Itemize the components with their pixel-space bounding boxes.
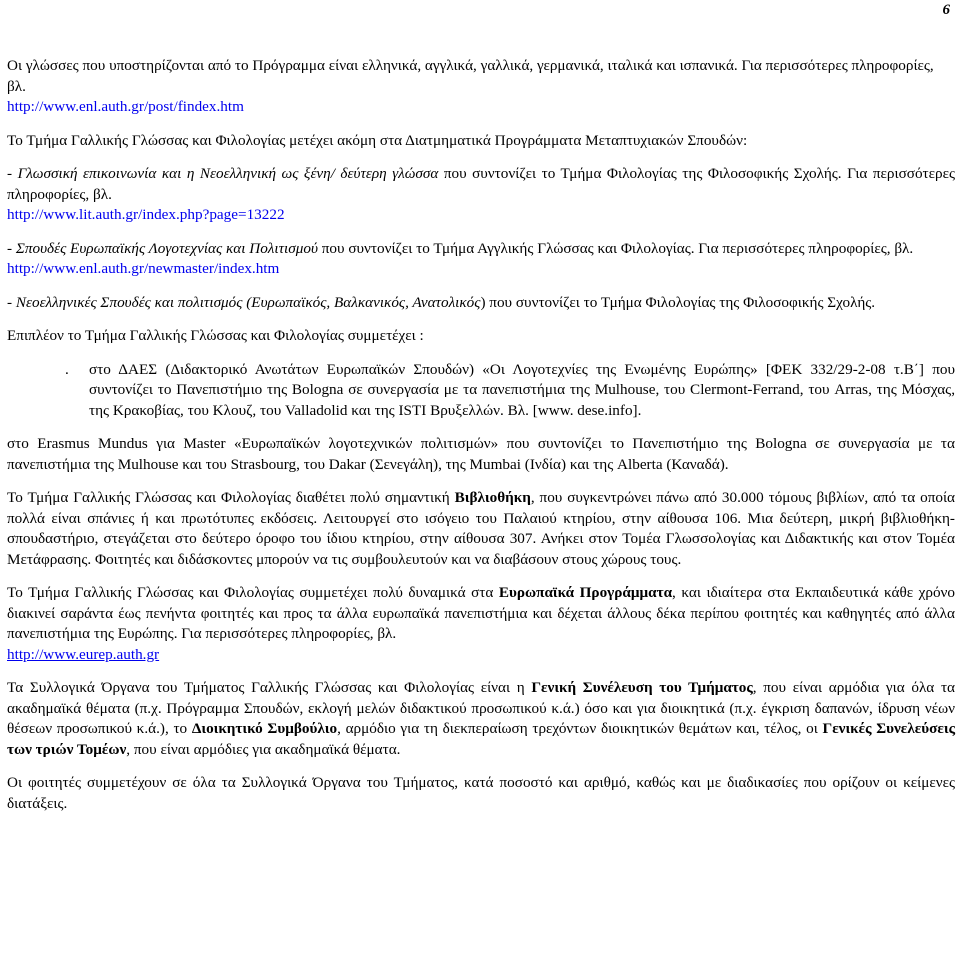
paragraph-program-linguistic <box>7 164 955 226</box>
link-enl-newmaster[interactable]: http://www.enl.auth.gr/newmaster/index.htm <box>7 260 280 277</box>
document-body <box>7 56 955 814</box>
dash: - <box>7 165 18 182</box>
paragraph-program-modern-greek <box>7 293 955 314</box>
board-term: Διοικητικό Συμβούλιο <box>191 720 338 737</box>
paragraph-text: που συντονίζει το Τμήμα Φιλολογίας της Φιλοσοφικής Σχολής. Για περισσότερες πληροφορίες, βλ. <box>7 165 955 203</box>
paragraph-erasmus: στο Erasmus Mundus για Master «Ευρωπαϊκών λογοτεχνικών πολιτισμών» που συντονίζει το Πανεπιστήμιο της Bologna σε συνεργασία με τα πανεπιστήμια της Mulhouse και του Strasbourg, του Dakar (Σενεγάλη), της Mumbai (Ινδία) και της Alberta (Καναδά). <box>7 435 955 473</box>
paragraph-languages <box>7 56 955 118</box>
sector-assemblies-term: Γενικές Συνελεύσεις των τριών Τομέων <box>7 720 955 758</box>
paragraph-library <box>7 488 955 570</box>
program-title: Γλωσσική επικοινωνία και η Νεοελληνική ως ξένη/ δεύτερη γλώσσα <box>17 165 439 182</box>
paragraph-text: Το Τμήμα Γαλλικής Γλώσσας και Φιλολογίας συμμετέχει πολύ δυναμικά στα <box>7 584 499 601</box>
dash: - <box>7 239 16 257</box>
paragraph-text: ) που συντονίζει το Τμήμα Φιλολογίας της Φιλοσοφικής Σχολής. <box>480 293 876 311</box>
link-lit-auth[interactable]: http://www.lit.auth.gr/index.php?page=13222 <box>7 206 285 223</box>
paragraph-students: Οι φοιτητές συμμετέχουν σε όλα τα Συλλογικά Όργανα του Τμήματος, κατά ποσοστό και αριθμό, καθώς και με διαδικασίες που ορίζουν οι κείμενες διατάξεις. <box>7 774 955 812</box>
list-item-text: στο ΔΑΕΣ (Διδακτορικό Ανωτάτων Ευρωπαϊκών Σπουδών) «Οι Λογοτεχνίες της Ενωμένης Ευρώπης» [ΦΕΚ 332/29-2-08 τ.Β΄] που συντονίζει το Πανεπιστήμιο της Bologna σε συνεργασία με τα πανεπιστήμια της Mulhouse, του Clermont-Ferrand, του Arras, της Μόσχας, της Κρακοβίας, του Κλουζ, του Valladolid και της ISTI Βρυξελλών. Βλ. [www. dese.info]. <box>89 360 955 419</box>
paragraph-european-programs <box>7 583 955 665</box>
program-title: Σπουδές Ευρωπαϊκής Λογοτεχνίας και Πολιτισμού <box>15 239 318 257</box>
link-enl-post[interactable]: http://www.enl.auth.gr/post/findex.htm <box>7 98 244 115</box>
paragraph-collective-bodies <box>7 678 955 760</box>
paragraph-text: , που συγκεντρώνει πάνω από 30.000 τόμους βιβλίων, από τα οποία πολλά είναι σπάνιες ή και πρωτότυπες εκδόσεις. Λειτουργεί στο ισόγειο του Παλαιού κτηρίου, στην αίθουσα 106. Μια δεύτερη, μικρή βιβλιοθήκη-σπουδαστήριο, στεγάζεται στο δεύτερο όροφο του ίδιου κτηρίου, στην αίθουσα 307. Ανήκει στον Τομέα Γλωσσολογίας και Διδακτικής και στον Τομέα Μετάφρασης. Φοιτητές και διδάσκοντες μπορούν να τις συμβουλευτούν και να διαβάσουν στους χώρους τους. <box>7 489 955 568</box>
library-term: Βιβλιοθήκη <box>454 489 531 506</box>
european-programs-term: Ευρωπαϊκά Προγράμματα <box>498 584 673 601</box>
page-number: 6 <box>942 2 950 18</box>
list-item <box>65 360 955 422</box>
paragraph-text: , και ιδιαίτερα στα Εκπαιδευτικά κάθε χρόνο διακινεί σαράντα έως πενήντα φοιτητές και προς τα άλλα ευρωπαϊκά πανεπιστήμια και δέχεται άλλους δέκα περίπου φοιτητές και καθηγητές από άλλα πανεπιστήμια της Ευρώπης. Για περισσότερες πληροφορίες, βλ. <box>7 584 955 642</box>
dash: - <box>7 293 16 311</box>
paragraph-text: Οι γλώσσες που υποστηρίζονται από το Πρόγραμμα είναι ελληνικά, αγγλικά, γαλλικά, γερμανικά, ιταλικά και ισπανικά. Για περισσότερες πληροφορίες, βλ. <box>7 57 934 95</box>
program-title: Νεοελληνικές Σπουδές και πολιτισμός (Ευρωπαϊκός, Βαλκανικός, Ανατολικός <box>15 293 481 311</box>
general-assembly-term: Γενική Συνέλευση του Τμήματος <box>531 679 753 696</box>
paragraph-additionally: Επιπλέον το Τμήμα Γαλλικής Γλώσσας και Φιλολογίας συμμετέχει : <box>7 327 424 344</box>
paragraph-text: Τα Συλλογικά Όργανα του Τμήματος Γαλλικής Γλώσσας και Φιλολογίας είναι η <box>7 679 532 696</box>
paragraph-text: , αρμόδιο για τη διεκπεραίωση τρεχόντων διοικητικών θεμάτων και, τέλος, οι <box>337 720 823 737</box>
paragraph-program-european-lit <box>7 239 955 280</box>
paragraph-text: Το Τμήμα Γαλλικής Γλώσσας και Φιλολογίας διαθέτει πολύ σημαντική <box>7 489 455 506</box>
paragraph-text: , που είναι αρμόδια για όλα τα ακαδημαϊκά θέματα (π.χ. Πρόγραμμα Σπουδών, εκλογή μελών διδακτικού προσωπικού κ.ά.) όσο και για διοικητικά (π.χ. έγκριση δαπανών, ίδρυση νέων θέσεων προσωπικού κ.ά.), το <box>7 679 956 737</box>
link-eurep[interactable]: http://www.eurep.auth.gr <box>7 645 160 663</box>
paragraph-text: , που είναι αρμόδιες για ακαδημαϊκά θέματα. <box>126 740 401 758</box>
paragraph-interdepartmental: Το Τμήμα Γαλλικής Γλώσσας και Φιλολογίας μετέχει ακόμη στα Διατμηματικά Προγράμματα Μεταπτυχιακών Σπουδών: <box>7 131 748 149</box>
paragraph-text: που συντονίζει το Τμήμα Αγγλικής Γλώσσας και Φιλολογίας. Για περισσότερες πληροφορίες, βλ. <box>317 239 914 257</box>
bullet-mark: . <box>65 360 69 378</box>
